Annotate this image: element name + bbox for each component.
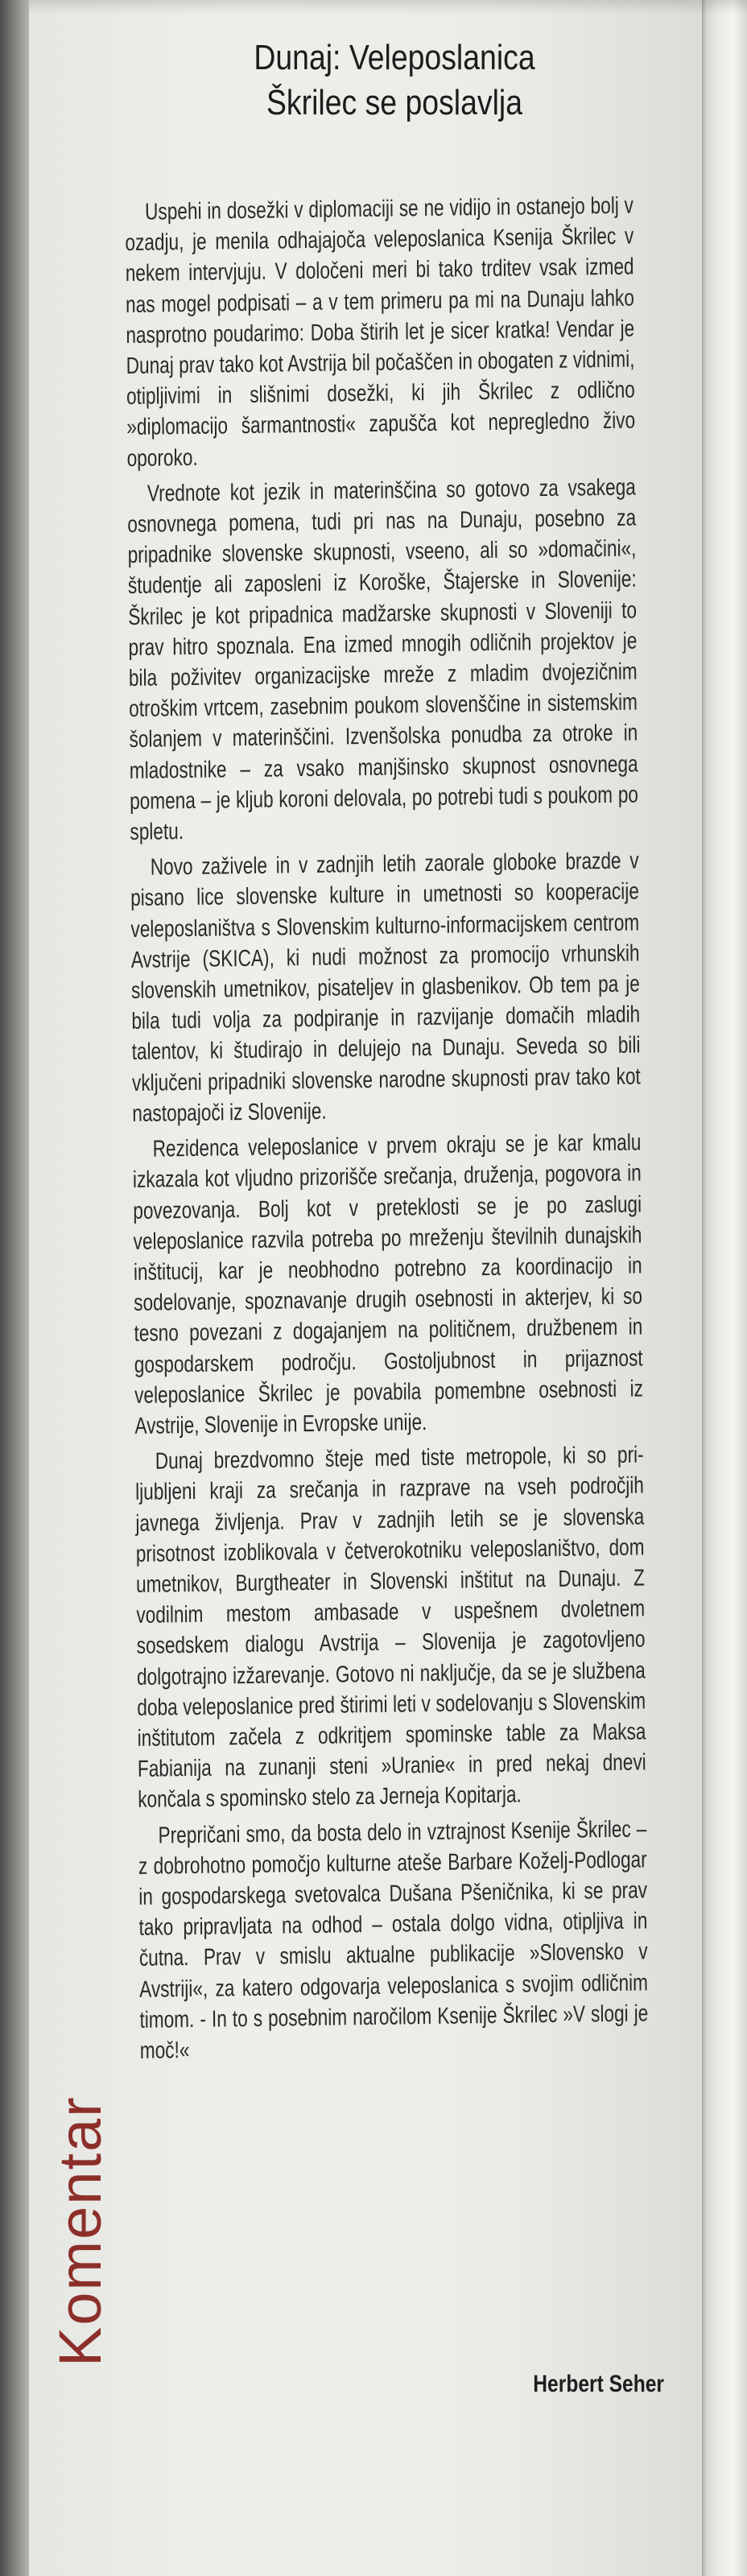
page-binding-edge (0, 0, 29, 2576)
article-paragraph: Vrednote kot jezik in materinščina so gotovo za vsakega osnovnega pomena, tudi pri nas na Dunaju, posebno za pripadnike slovenske skupnosti, vseeno, ali so »domačini«, študentje ali zaposleni iz Koroške, Štajerske in Slovenije: Škrilec je kot pripadnica madžarske skupnosti v Sloveniji to prav hitro spoznala. Ena izmed mnogih odličnih projektov je bila poživitev organizacijske mreže z mladim dvojezičnim otroškim vrtcem, zasebnim poukom slovenščine in sistemskim šolanjem v materinščini. Izvenšolska ponudba za otroke in mladostnike – za vsako manjšinsko skupnost osnovnega pomena – je kljub koroni delovala, po potrebi tudi s poukom po spletu. (127, 474, 639, 846)
article-title-line-2: Škrilec se poslavlja (266, 83, 523, 122)
section-label (47, 2095, 113, 2368)
article-body (125, 191, 649, 2072)
article-title (155, 35, 634, 126)
page-fold-edge (702, 0, 747, 2576)
article-paragraph: Rezidenca veleposlanice v prvem okraju se je kar kmalu izkazala kot vljudno prizorišče srečanja, druženja, pogovora in povezovanja. Bolj kot v preteklosti se je po zaslugi veleposlanice razvila potreba po mreženju številnih dunajskih inštitucij, kar je neobhodno potrebno za koordinacijo in sodelovanje, spoznavanje drugih osebnosti in akterjev, ki so tesno povezani z dogajanjem na političnem, družbenem in gospodarskem področju. Gostoljubnost in prijaznost veleposlanice Škrilec je povabila pomembne osebnosti iz Avstrije, Slovenije in Evropske unije. (132, 1129, 644, 1439)
article-paragraph: Uspehi in dosežki v diplomaciji se ne vidijo in ostanejo bolj v ozadju, je menila odhajajoča veleposlanica Ksenija Škrilec v nekem intervjuju. V določeni meri bi tako trditev vsak izmed nas mogel podpisati – a v tem primeru pa mi na Dunaju lahko nasprotno poudarimo: Doba štirih let je sicer kratka! Vendar je Dunaj prav tako kot Avstrija bil počaščen in obogaten z vidnimi, otipljivimi in slišnimi dosežki, ki jih Škrilec z odlično »diplomacijo šarmantnosti« zapušča kot nepregledno živo oporoko. (125, 192, 636, 472)
article-paragraph: Dunaj brezdvomno šteje med tiste metropole, ki so priljubljeni kraji za srečanja in razprave na vseh področjih javnega življenja. Prav v zadnjih letih se je slovenska prisotnost izoblikovala v četverokotniku veleposlaništvo, dom umetnikov, Burgtheater in Slovenski inštitut na Dunaju. Z vodilnim mestom ambasade v uspešnem dvoletnem sosedskem dialogu Avstrija – Slovenija je zagotovljeno dolgotrajno izžarevanje. Gotovo ni naključje, da se je službena doba veleposlanice pred štirimi leti v sodelovanju s Slovenskim inštitutom začela z odkritjem spominske table za Maksa Fabianija na zunanji steni »Uranie« in pred nekaj dnevi končala s spominsko stelo za Jerneja Kopitarja. (135, 1442, 646, 1814)
page-top-shadow (29, 0, 747, 14)
article-paragraph: Novo zaživele in v zadnjih letih zaorale globoke brazde v pisano lice slovenske kulture in umetnosti so kooperacije veleposlaništva s Slovenskim kulturno-informacijskem centrom Avstrije (SKICA), ki nudi možnost za promocijo vrhunskih slovenskih umetnikov, pisateljev in glasbenikov. Ob tem pa je bila tudi volja za podpiranje in razvijanje domačih mladih talentov, ki študirajo in delujejo na Dunaju. Seveda so bili vključeni pripadniki slovenske narodne skupnosti prav tako kot nastopajoči iz Slovenije. (130, 848, 641, 1127)
article-title-line-1: Dunaj: Veleposlanica (254, 38, 535, 77)
article-paragraph: Prepričani smo, da bosta delo in vztrajnost Ksenije Škrilec – z dobrohotno pomočjo kulturne ateše Barbare Koželj-Podlogar in gospodarskega svetovalca Dušana Pšeničnika, ki se prav tako pripravljata na odhod – ostala dolgo vidna, otipljiva in čutna. Prav v smislu aktualne publikacije »Slovensko v Avstriji«, za katero odgovarja veleposlanica s svojim odličnim timom. - In to s posebnim naročilom Ksenije Škrilec »V slogi je moč!« (138, 1815, 649, 2064)
section-label-text: Komentar (47, 2095, 113, 2367)
article-author: Herbert Seher (533, 2371, 664, 2397)
